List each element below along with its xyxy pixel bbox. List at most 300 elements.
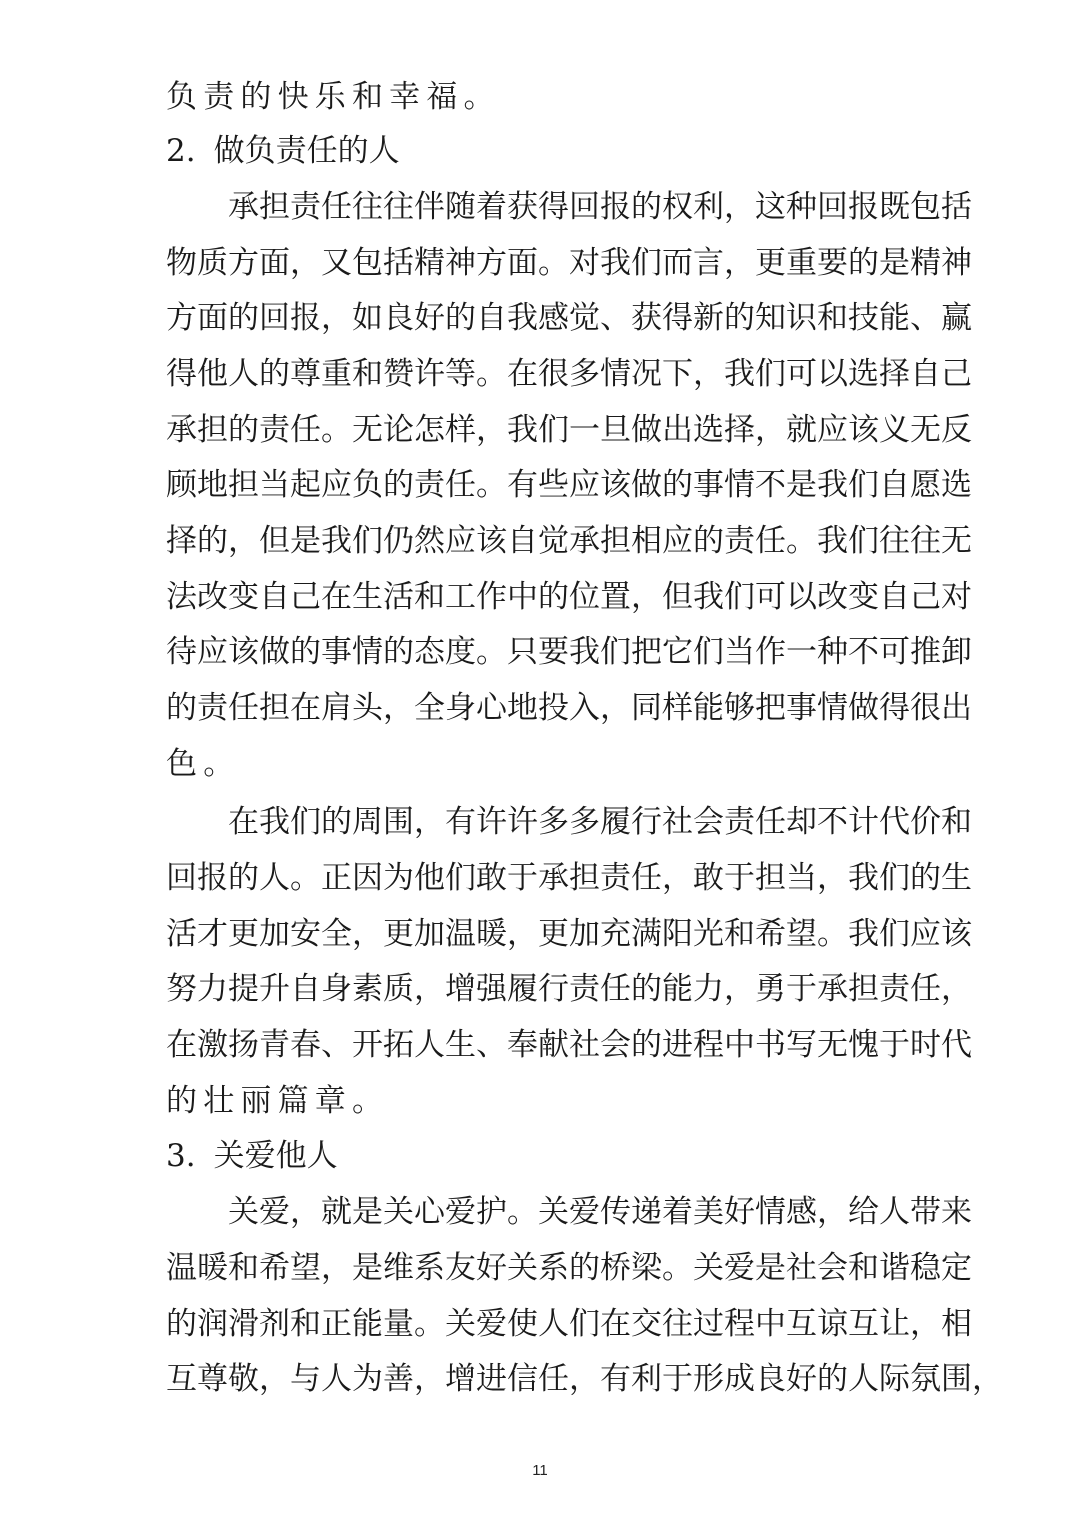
text-char: 奉: [507, 1027, 538, 1063]
text-char: 的: [166, 1306, 197, 1342]
text-char: 的: [240, 79, 272, 115]
text-char: 扬: [228, 1027, 259, 1063]
text-char: 我: [321, 523, 352, 559]
text-char: 往: [352, 189, 383, 225]
text-char: 是: [352, 1194, 383, 1230]
text-char: 。: [786, 523, 817, 559]
text-char: 以: [786, 579, 817, 615]
text-char: 担: [197, 412, 228, 448]
text-char: 入: [569, 690, 600, 726]
text-char: 不: [817, 804, 848, 840]
text-char: 承: [538, 860, 569, 896]
text-char: 可: [786, 356, 817, 392]
text-char: 就: [321, 1194, 352, 1230]
text-char: 的: [228, 300, 259, 336]
text-line: [166, 914, 972, 954]
text-char: 新: [693, 300, 724, 336]
text-char: 可: [755, 579, 786, 615]
text-char: 信: [507, 1361, 538, 1397]
text-char: 程: [693, 1027, 724, 1063]
text-char: 任: [290, 412, 321, 448]
text-char: 担: [600, 523, 631, 559]
text-char: 力: [197, 971, 228, 1007]
text-char: 开: [352, 1027, 383, 1063]
text-char: 生: [445, 1027, 476, 1063]
text-char: ，: [662, 860, 693, 896]
text-char: 责: [600, 860, 631, 896]
text-char: 。: [321, 412, 352, 448]
text-char: 许: [414, 356, 445, 392]
text-char: 我: [724, 356, 755, 392]
text-char: 往: [662, 1306, 693, 1342]
text-char: 们: [848, 523, 879, 559]
text-char: 位: [569, 579, 600, 615]
text-char: 担: [848, 971, 879, 1007]
text-char: ，: [941, 971, 972, 1007]
text-char: 神: [941, 245, 972, 281]
text-char: 在: [321, 579, 352, 615]
text-char: 定: [941, 1250, 972, 1286]
text-char: 自: [879, 579, 910, 615]
section-heading: [166, 131, 400, 171]
text-char: 们: [538, 412, 569, 448]
text-char: 写: [786, 1027, 817, 1063]
text-char: 增: [445, 971, 476, 1007]
text-char: 社: [569, 1027, 600, 1063]
text-char: 行: [631, 804, 662, 840]
text-line: [166, 688, 972, 728]
text-char: 样: [662, 690, 693, 726]
text-char: 互: [786, 1306, 817, 1342]
text-char: 进: [662, 1027, 693, 1063]
text-char: 们: [445, 860, 476, 896]
text-char: 好: [476, 1250, 507, 1286]
text-char: 的: [693, 523, 724, 559]
text-char: 责: [259, 412, 290, 448]
text-line: [166, 858, 972, 898]
text-char: 加: [259, 916, 290, 952]
text-char: 我: [600, 245, 631, 281]
text-char: 任: [910, 971, 941, 1007]
text-char: 应: [321, 467, 352, 503]
text-char: 技: [848, 300, 879, 336]
text-char: 负: [352, 467, 383, 503]
text-char: 。: [463, 79, 495, 115]
text-char: 们: [879, 860, 910, 896]
text-char: 质: [383, 971, 414, 1007]
text-char: 报: [197, 860, 228, 896]
text-char: 因: [352, 860, 383, 896]
text-char: 、: [321, 1027, 352, 1063]
text-char: 关: [693, 1250, 724, 1286]
text-char: 。: [351, 1083, 383, 1119]
text-char: 围: [383, 804, 414, 840]
text-char: 的: [166, 690, 197, 726]
text-char: 当: [259, 467, 290, 503]
text-char: 投: [538, 690, 569, 726]
text-char: 系: [538, 1250, 569, 1286]
text-char: 感: [538, 300, 569, 336]
text-char: 人: [538, 1306, 569, 1342]
text-char: 良: [383, 300, 414, 336]
text-char: 言: [693, 245, 724, 281]
text-char: 就: [786, 412, 817, 448]
text-char: 才: [197, 916, 228, 952]
text-char: 人: [228, 356, 259, 392]
text-char: 爱: [569, 1194, 600, 1230]
text-char: 中: [507, 579, 538, 615]
text-char: 作: [476, 579, 507, 615]
text-char: 情: [352, 634, 383, 670]
text-char: ，: [507, 916, 538, 952]
text-char: 地: [197, 467, 228, 503]
text-char: 们: [848, 467, 879, 503]
text-line: [166, 521, 972, 561]
text-char: 我: [848, 916, 879, 952]
text-char: 是: [786, 467, 817, 503]
text-char: ，: [414, 804, 445, 840]
text-char: 良: [755, 1361, 786, 1397]
text-char: 他: [197, 356, 228, 392]
text-char: 力: [693, 971, 724, 1007]
text-char: 履: [507, 971, 538, 1007]
text-char: 愿: [910, 467, 941, 503]
text-char: 知: [755, 300, 786, 336]
text-char: 情: [600, 356, 631, 392]
text-char: 的: [166, 1083, 197, 1119]
text-char: 的: [321, 804, 352, 840]
text-char: 起: [290, 467, 321, 503]
text-char: 的: [383, 634, 414, 670]
text-char: 章: [314, 1083, 346, 1119]
text-char: 面: [197, 300, 228, 336]
text-char: 法: [166, 579, 197, 615]
text-char: ，: [321, 1250, 352, 1286]
text-char: 我: [569, 634, 600, 670]
text-char: 履: [600, 804, 631, 840]
text-char: 变: [228, 579, 259, 615]
text-char: 责: [414, 467, 445, 503]
text-char: 得: [662, 300, 693, 336]
text-char: 生: [941, 860, 972, 896]
text-char: 改: [197, 579, 228, 615]
text-char: 人: [321, 1361, 352, 1397]
text-char: 幸: [389, 79, 421, 115]
text-char: 形: [693, 1361, 724, 1397]
text-char: 责: [879, 971, 910, 1007]
text-char: 相: [941, 1306, 972, 1342]
text-char: 够: [724, 690, 755, 726]
text-char: 承: [166, 412, 197, 448]
text-char: 己: [941, 356, 972, 392]
text-char: 尊: [197, 1361, 228, 1397]
section-title: 做负责任的人: [213, 133, 400, 169]
text-line: [166, 410, 972, 450]
text-char: 相: [631, 523, 662, 559]
text-char: 该: [228, 634, 259, 670]
text-char: 安: [290, 916, 321, 952]
text-char: 只: [507, 634, 538, 670]
text-char: 多: [538, 804, 569, 840]
text-char: 乐: [314, 79, 346, 115]
text-char: ，: [228, 523, 259, 559]
text-char: 的: [538, 579, 569, 615]
text-char: 行: [538, 971, 569, 1007]
text-char: 量: [383, 1306, 414, 1342]
text-char: 样: [445, 412, 476, 448]
text-char: 利: [693, 189, 724, 225]
text-char: 希: [755, 916, 786, 952]
text-char: 维: [383, 1250, 414, 1286]
text-char: ，: [910, 1306, 941, 1342]
text-char: 好: [786, 1361, 817, 1397]
text-char: 负: [166, 79, 197, 115]
text-char: 敢: [476, 860, 507, 896]
text-char: 多: [569, 804, 600, 840]
text-char: 自: [507, 523, 538, 559]
text-char: 系: [414, 1250, 445, 1286]
text-char: 。: [476, 634, 507, 670]
text-char: 的: [383, 467, 414, 503]
text-char: 代: [879, 804, 910, 840]
text-char: 该: [476, 523, 507, 559]
text-char: 愧: [848, 1027, 879, 1063]
text-char: 自: [290, 971, 321, 1007]
text-char: 的: [228, 860, 259, 896]
text-char: 成: [724, 1361, 755, 1397]
text-char: 担: [228, 467, 259, 503]
text-char: 无: [817, 1027, 848, 1063]
text-char: 识: [786, 300, 817, 336]
text-char: 随: [445, 189, 476, 225]
text-char: 择: [724, 412, 755, 448]
text-char: 选: [693, 412, 724, 448]
text-char: 情: [755, 1194, 786, 1230]
text-char: 望: [786, 916, 817, 952]
text-char: 美: [693, 1194, 724, 1230]
text-char: 顾: [166, 467, 197, 503]
text-char: 应: [910, 916, 941, 952]
text-line: [166, 969, 972, 1009]
text-char: 回: [259, 300, 290, 336]
text-char: 氛: [910, 1361, 941, 1397]
text-char: 的: [569, 1250, 600, 1286]
text-char: 重: [321, 356, 352, 392]
text-char: 在: [166, 1027, 197, 1063]
text-char: 充: [600, 916, 631, 952]
text-char: 社: [662, 804, 693, 840]
text-char: 包: [910, 189, 941, 225]
text-char: 护: [476, 1194, 507, 1230]
text-char: 得: [538, 189, 569, 225]
page-number: 11: [532, 1462, 548, 1479]
text-char: 种: [817, 634, 848, 670]
text-char: 是: [879, 245, 910, 281]
text-char: 却: [786, 804, 817, 840]
text-line: [166, 1359, 1003, 1399]
text-char: 责: [197, 690, 228, 726]
text-char: 担: [259, 690, 290, 726]
text-char: 面: [507, 245, 538, 281]
text-char: 和: [228, 1250, 259, 1286]
text-char: 能: [879, 300, 910, 336]
text-char: 更: [383, 916, 414, 952]
text-char: 任: [755, 804, 786, 840]
text-char: 承: [228, 189, 259, 225]
text-char: 怎: [414, 412, 445, 448]
text-char: 责: [290, 189, 321, 225]
text-line: [166, 1248, 972, 1288]
section-title: 关爱他人: [213, 1138, 338, 1174]
text-char: 全: [321, 916, 352, 952]
text-char: 们: [600, 634, 631, 670]
text-char: 暖: [476, 916, 507, 952]
text-line: [166, 243, 972, 283]
text-char: 当: [724, 634, 755, 670]
text-char: 我: [259, 804, 290, 840]
text-char: 同: [631, 690, 662, 726]
text-char: 们: [693, 634, 724, 670]
text-char: 。: [662, 1250, 693, 1286]
text-char: 工: [445, 579, 476, 615]
text-char: 做: [259, 634, 290, 670]
text-char: 责: [203, 79, 235, 115]
text-char: 的: [445, 300, 476, 336]
text-char: 自: [879, 467, 910, 503]
text-char: 社: [786, 1250, 817, 1286]
text-char: 但: [662, 579, 693, 615]
text-char: 壮: [203, 1083, 235, 1119]
text-char: 回: [817, 189, 848, 225]
text-char: 。: [507, 1194, 538, 1230]
text-char: ，: [352, 916, 383, 952]
text-char: 选: [848, 356, 879, 392]
text-char: 过: [693, 1306, 724, 1342]
text-char: 应: [445, 523, 476, 559]
text-char: 光: [693, 916, 724, 952]
text-char: 于: [662, 1361, 693, 1397]
text-char: 回: [569, 189, 600, 225]
text-char: 和: [351, 79, 383, 115]
text-char: 。: [414, 1306, 445, 1342]
text-char: 义: [879, 412, 910, 448]
text-char: 多: [569, 356, 600, 392]
text-char: 为: [352, 1361, 383, 1397]
text-char: 的: [197, 523, 228, 559]
text-char: 勇: [755, 971, 786, 1007]
text-char: 旦: [600, 412, 631, 448]
text-char: 的: [817, 1361, 848, 1397]
text-char: 做: [631, 412, 662, 448]
text-char: 头: [352, 690, 383, 726]
text-char: 活: [166, 916, 197, 952]
text-char: 价: [910, 804, 941, 840]
text-char: 它: [662, 634, 693, 670]
text-char: 梁: [631, 1250, 662, 1286]
text-char: 担: [259, 189, 290, 225]
text-char: 有: [507, 467, 538, 503]
text-char: 强: [476, 971, 507, 1007]
text-char: 卸: [941, 634, 972, 670]
text-char: 获: [631, 300, 662, 336]
text-char: 的: [631, 1027, 662, 1063]
text-char: 的: [631, 971, 662, 1007]
text-char: 桥: [600, 1250, 631, 1286]
text-char: 能: [662, 971, 693, 1007]
text-char: ，: [290, 1194, 321, 1230]
text-char: 书: [755, 1027, 786, 1063]
text-char: 。: [203, 746, 235, 782]
text-char: 己: [290, 579, 321, 615]
text-char: 周: [352, 804, 383, 840]
text-char: 事: [321, 634, 352, 670]
text-char: 下: [662, 356, 693, 392]
text-char: 在: [228, 804, 259, 840]
text-char: 择: [879, 356, 910, 392]
text-char: 报: [600, 189, 631, 225]
text-char: 们: [724, 579, 755, 615]
text-char: 计: [848, 804, 879, 840]
text-char: ，: [414, 971, 445, 1007]
text-char: 在: [507, 356, 538, 392]
text-char: 方: [476, 245, 507, 281]
text-char: 然: [414, 523, 445, 559]
text-char: 尊: [290, 356, 321, 392]
text-char: 温: [445, 916, 476, 952]
text-char: 于: [507, 860, 538, 896]
text-char: 赢: [941, 300, 972, 336]
text-char: 的: [848, 245, 879, 281]
text-char: 自: [910, 356, 941, 392]
text-char: 正: [321, 860, 352, 896]
text-char: 递: [631, 1194, 662, 1230]
text-char: 任: [228, 690, 259, 726]
text-char: 我: [817, 523, 848, 559]
text-char: 承: [569, 523, 600, 559]
text-char: 会: [817, 1250, 848, 1286]
text-char: 人: [848, 1361, 879, 1397]
text-char: 不: [848, 634, 879, 670]
text-char: 正: [321, 1306, 352, 1342]
text-char: ，: [817, 860, 848, 896]
text-char: 变: [848, 579, 879, 615]
text-char: 望: [290, 1250, 321, 1286]
text-char: 。: [817, 916, 848, 952]
text-char: 很: [910, 690, 941, 726]
text-char: 把: [755, 690, 786, 726]
text-char: 应: [569, 467, 600, 503]
text-char: 加: [569, 916, 600, 952]
text-char: 。: [476, 356, 507, 392]
text-char: 互: [166, 1361, 197, 1397]
text-char: 为: [383, 860, 414, 896]
text-char: 可: [879, 634, 910, 670]
text-line: [166, 1025, 972, 1065]
text-char: 丽: [240, 1083, 272, 1119]
text-char: 色: [166, 746, 197, 782]
text-line: [166, 298, 972, 338]
text-char: 当: [786, 860, 817, 896]
text-char: 程: [724, 1306, 755, 1342]
text-char: ，: [755, 412, 786, 448]
text-char: 情: [724, 467, 755, 503]
text-char: 春: [290, 1027, 321, 1063]
section-number: 3.: [166, 1138, 196, 1174]
text-char: ，: [972, 1361, 1003, 1397]
text-char: 心: [476, 690, 507, 726]
text-char: 好: [414, 300, 445, 336]
text-char: 括: [941, 189, 972, 225]
